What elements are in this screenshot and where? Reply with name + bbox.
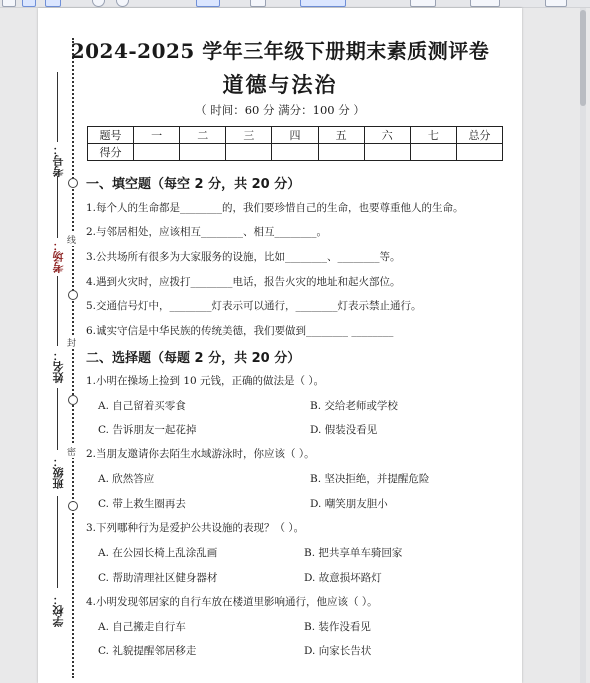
school-label: 学校： [52, 594, 65, 627]
choice-option: D. 故意损坏路灯 [304, 572, 382, 584]
table-cell: 七 [410, 127, 456, 144]
exam-meta: （ 时间：60 分 满分：100 分 ） [195, 103, 365, 117]
zoom-in-icon[interactable] [116, 0, 129, 7]
table-cell: 总分 [456, 127, 502, 144]
table-cell: 四 [272, 127, 318, 144]
exam-room-label: 考场： [52, 240, 65, 273]
seal-char: 密 [67, 445, 76, 458]
exam-subject: 道德与法治 [222, 72, 338, 97]
scrollbar-track[interactable] [580, 8, 586, 683]
toolbar-button[interactable] [470, 0, 500, 7]
toolbar-button[interactable] [196, 0, 220, 7]
choice-option: B. 把共享单车骑回家 [304, 547, 403, 559]
section-heading: 二、选择题（每题 2 分，共 20 分） [86, 351, 301, 366]
choice-option: C. 告诉朋友一起花掉 [98, 424, 197, 436]
table-row [88, 127, 503, 144]
choice-option: A. 在公园长椅上乱涂乱画 [98, 547, 218, 559]
viewer-toolbar [0, 0, 590, 8]
score-cell [456, 144, 502, 161]
fill-question: 4.遇到火灾时，应拨打________电话，报告火灾的地址和起火部位。 [86, 276, 401, 288]
choice-option: D. 嘲笑朋友胆小 [310, 498, 388, 510]
choice-option: A. 自己搬走自行车 [98, 621, 186, 633]
binding-hole-icon [68, 501, 78, 511]
table-cell: 二 [180, 127, 226, 144]
table-row [88, 144, 503, 161]
score-table [87, 126, 503, 161]
table-cell: 题号 [88, 127, 134, 144]
score-cell [410, 144, 456, 161]
choice-option: C. 礼貌提醒邻居移走 [98, 645, 197, 657]
binding-hole-icon [68, 395, 78, 405]
scrollbar-thumb[interactable] [580, 10, 586, 106]
table-cell: 五 [318, 127, 364, 144]
toolbar-button[interactable] [250, 0, 266, 7]
table-cell: 六 [364, 127, 410, 144]
zoom-out-icon[interactable] [92, 0, 105, 7]
class-label: 班级： [52, 456, 65, 489]
field-underline [57, 176, 58, 238]
binding-hole-icon [68, 290, 78, 300]
toolbar-button[interactable] [545, 0, 567, 7]
choice-question: 3.下列哪种行为是爱护公共设施的表现？（ ）。 [86, 522, 305, 534]
choice-option: C. 帮助清理社区健身器材 [98, 572, 218, 584]
table-cell: 一 [134, 127, 180, 144]
score-cell [226, 144, 272, 161]
score-cell [272, 144, 318, 161]
fill-question: 5.交通信号灯中，________灯表示可以通行，________灯表示禁止通行。 [86, 300, 422, 312]
binding-hole-icon [68, 178, 78, 188]
score-cell [318, 144, 364, 161]
choice-option: A. 自己留着买零食 [98, 400, 186, 412]
seal-char: 封 [67, 336, 76, 349]
toolbar-button[interactable] [410, 0, 436, 7]
exam-page [38, 8, 522, 683]
fill-question: 3.公共场所有很多为大家服务的设施，比如________、________等。 [86, 251, 401, 263]
binding-dotted-line [72, 38, 74, 678]
table-cell: 三 [226, 127, 272, 144]
score-cell [180, 144, 226, 161]
toolbar-button[interactable] [2, 0, 16, 7]
exam-title: 2024-2025 学年三年级下册期末素质测评卷 [70, 39, 490, 63]
choice-question: 1.小明在操场上捡到 10 元钱，正确的做法是（ ）。 [86, 375, 325, 387]
choice-option: C. 带上救生圈再去 [98, 498, 186, 510]
choice-option: A. 欣然答应 [98, 473, 155, 485]
fill-question: 6.诚实守信是中华民族的传统美德，我们要做到________ ________ [86, 325, 394, 337]
choice-option: B. 交给老师或学校 [310, 400, 398, 412]
choice-option: D. 向家长告状 [304, 645, 372, 657]
field-underline [57, 496, 58, 588]
choice-question: 4.小明发现邻居家的自行车放在楼道里影响通行，他应该（ ）。 [86, 596, 378, 608]
fill-question: 1.每个人的生命都是________的，我们要珍惜自己的生命，也要尊重他人的生命。 [86, 202, 464, 214]
score-cell [134, 144, 180, 161]
choice-option: B. 装作没看见 [304, 621, 371, 633]
fill-question: 2.与邻居相处，应该相互________、相互________。 [86, 226, 328, 238]
choice-question: 2.当朋友邀请你去陌生水域游泳时，你应该（ ）。 [86, 448, 315, 460]
toolbar-button[interactable] [300, 0, 346, 7]
choice-option: D. 假装没看见 [310, 424, 378, 436]
table-cell: 得分 [88, 144, 134, 161]
name-label: 姓名： [52, 350, 65, 383]
toolbar-button[interactable] [22, 0, 36, 7]
score-cell [364, 144, 410, 161]
exam-number-label: 考号： [52, 144, 65, 177]
field-underline [57, 276, 58, 346]
seal-char: 线 [67, 233, 76, 246]
choice-option: B. 坚决拒绝，并提醒危险 [310, 473, 430, 485]
field-underline [57, 388, 58, 450]
section-heading: 一、填空题（每空 2 分，共 20 分） [86, 177, 301, 192]
toolbar-button[interactable] [45, 0, 61, 7]
